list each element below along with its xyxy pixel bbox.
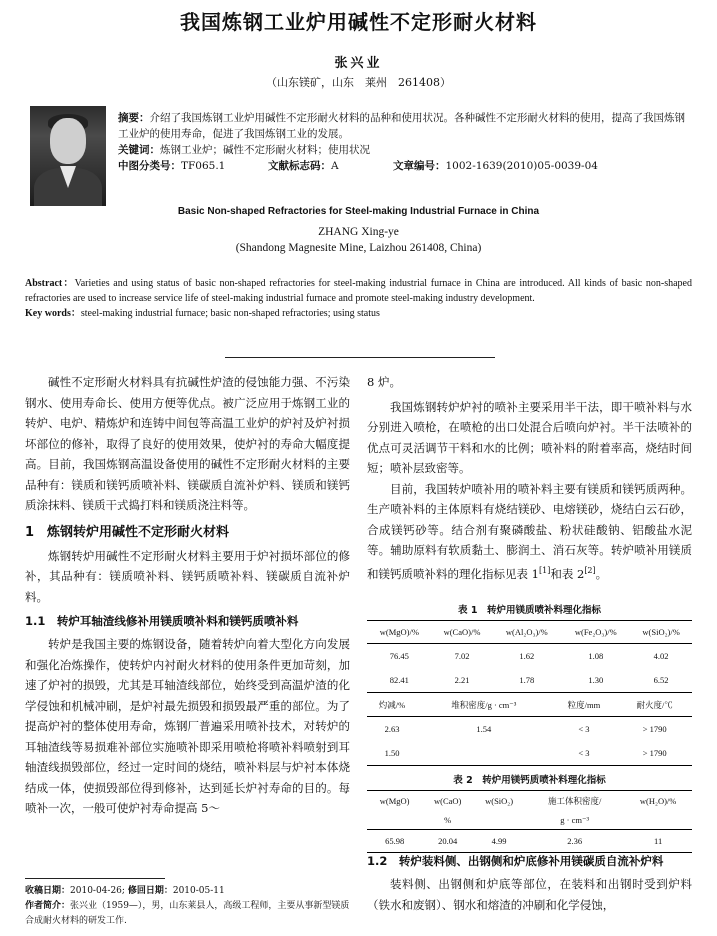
table-cell: 1.08 <box>588 651 604 661</box>
bio-label: 作者简介： <box>25 901 71 911</box>
table-cell: % <box>444 815 452 825</box>
english-affiliation: (Shandong Magnesite Mine, Laizhou 261408, China) <box>235 242 482 254</box>
abstract-cn <box>118 110 688 142</box>
table-cell: g · cm⁻³ <box>560 814 590 825</box>
table-cell: 粒度/mm <box>567 700 601 710</box>
author-bio <box>25 899 355 929</box>
table-cell: < 3 <box>578 724 590 734</box>
article-no <box>393 158 598 174</box>
section-1-2-paragraph: 装料侧、出钢侧和炉底等部位，在装料和出钢时受到炉料（铁水和废钢）、钢水和熔渣的冲刷和化学侵蚀， <box>367 877 692 912</box>
received-date: 2010-04-26; <box>70 886 125 896</box>
abstract-en-text: Varieties and using status of basic non-shaped refractories for steel-making industrial furnace in China are introduced. All kinds of basic non-shaped refractories are used to increase service life of steel-making industrial furnace and promote steel-making industry development. <box>25 278 692 304</box>
section-1-1-paragraph: 转炉是我国主要的炼钢设备，随着转炉向着大型化方向发展和强化冶炼操作，使转炉内衬耐火材料的使用条件更加苛刻，加速了炉衬的损毁，尤其是耳轴渣线部位，始终受到高温炉渣的化学侵蚀和机械冲刷，是炉衬最先损毁和损毁最严重的部位。为了提高炉衬的整体使用寿命，炼钢厂普遍采用喷补技术，对转炉的耳轴渣线等易损难补部位实施喷补即采用喷枪将喷补料喷射到耳轴渣线损毁部位，经过一定时间的烧结，喷补料层与炉衬本体烧结成一体，使损毁部位得到修补，达到延长炉衬寿命的目的。每喷补一次，一般可使炉衬寿命提高 5～ <box>25 637 350 815</box>
table-cell <box>417 741 551 766</box>
table-cell: w(Al₂O₃)/% <box>505 627 548 637</box>
left-column <box>25 372 350 819</box>
section-1-paragraph: 炼钢转炉用碱性不定形耐火材料主要用于炉衬损坏部位的修补，其品种有：镁质喷补料、镁钙质喷补料、镁碳质自流补炉料。 <box>25 548 350 604</box>
materials-text-mid: 和表 2 <box>550 566 585 581</box>
class-no <box>118 158 268 174</box>
keywords-cn <box>118 142 688 158</box>
table-cell: 2.21 <box>454 675 470 685</box>
right-column <box>367 372 692 584</box>
abstract-en-label: Abstract： <box>25 278 75 289</box>
table-cell: 82.41 <box>389 675 409 685</box>
table-cell: 76.45 <box>389 651 409 661</box>
section-1-1-heading: 1.1 转炉耳轴渣线修补用镁质喷补料和镁钙质喷补料 <box>25 614 299 628</box>
english-title: Basic Non-shaped Refractories for Steel-making Industrial Furnace in China <box>177 206 540 217</box>
table-cell: < 3 <box>578 748 590 758</box>
table-cell: 堆积密度/g · cm⁻³ <box>451 700 517 710</box>
table-cell: w(H₂O)/% <box>639 796 677 806</box>
table-cell: w(MgO) <box>379 796 410 806</box>
table-cell: w(CaO)/% <box>443 627 481 637</box>
table-row <box>367 741 692 766</box>
halfdry-paragraph: 我国炼钢转炉炉衬的喷补主要采用半干法，即干喷补料与水分别进入喷枪，在喷枪的出口处混合后喷向炉衬。半干法喷补的优点可灵活调节干料和水的比例；喷补料的附着率高，烧结时间短；喷补层致密等。 <box>367 399 692 475</box>
materials-paragraph <box>367 479 692 584</box>
table-cell: 65.98 <box>385 836 405 846</box>
table-cell: 1.78 <box>519 675 535 685</box>
doc-code-label: 文献标志码： <box>268 160 331 172</box>
abstract-cn-text: 介绍了我国炼钢工业炉用碱性不定形耐火材料的品种和使用状况。各种碱性不定形耐火材料的使用，提高了我国炼钢工业炉的使用寿命，促进了我国炼钢工业的发展。 <box>118 112 685 140</box>
table-cell: 施工体积密度/ <box>547 796 602 806</box>
keywords-cn-text: 炼钢工业炉；碱性不定形耐火材料；使用状况 <box>160 144 370 156</box>
table-cell: > 1790 <box>642 724 667 734</box>
class-no-value: TF065.1 <box>181 160 226 172</box>
section-1-2-heading: 1.2 转炉装料侧、出钢侧和炉底修补用镁碳质自流补炉料 <box>367 854 664 868</box>
article-no-label: 文章编号： <box>393 160 446 172</box>
table-cell: 1.50 <box>384 748 400 758</box>
table-cell: w(SiO₂)/% <box>642 627 680 637</box>
article-no-value: 1002-1639(2010)05-0039-04 <box>445 160 598 172</box>
intro-paragraph: 碱性不定形耐火材料具有抗碱性炉渣的侵蚀能力强、不污染钢水、使用寿命长、使用方便等优点。被广泛应用于炼钢工业的转炉、电炉、精炼炉和连铸中间包等高温工业炉的炉衬及炉衬损坏部位的修补，取得了良好的使用效果，使炉衬的寿命大幅度提高。目前，我国炼钢高温设备使用的碱性不定形耐火材料的主要品种有：镁质和镁钙质喷补料、镁碳质自流补炉料、镁质和镁钙质涂抹料、镁质干式捣打料和镁质浇注料等。 <box>25 375 350 512</box>
dates-line <box>25 884 355 899</box>
table-cell <box>367 811 422 830</box>
table-cell: 灼减/% <box>378 700 406 710</box>
table-2-caption: 表 2 转炉用镁钙质喷补料理化指标 <box>453 775 606 786</box>
continued-text: 8 炉。 <box>367 375 401 389</box>
english-abstract-block <box>25 276 692 321</box>
affiliation-cn: （山东镁矿，山东 莱州 261408） <box>266 76 451 89</box>
section-1-heading: 1 炼钢转炉用碱性不定形耐火材料 <box>25 524 230 540</box>
table-cell: 1.54 <box>476 724 492 734</box>
table-row <box>367 668 692 693</box>
table-row <box>367 644 692 669</box>
table-cell <box>473 811 525 830</box>
table-cell: w(CaO) <box>433 796 462 806</box>
revised-date: 2010-05-11 <box>172 886 225 896</box>
keywords-en-label: Key words： <box>25 308 81 319</box>
chinese-abstract-block <box>118 110 688 174</box>
citation-1: [1] <box>538 565 551 575</box>
table-cell: 6.52 <box>653 675 669 685</box>
keywords-cn-label: 关键词： <box>118 144 160 156</box>
table-1 <box>367 620 692 693</box>
table-cell: 11 <box>654 836 663 846</box>
table-cell: w(SiO₂) <box>485 796 514 806</box>
table-1-header-b <box>367 694 692 717</box>
revised-label: 修回日期： <box>127 886 173 896</box>
citation-2: [2] <box>584 565 596 575</box>
footnote <box>25 884 355 929</box>
table-cell: 耐火度/℃ <box>636 700 673 710</box>
table-cell: 4.99 <box>491 836 507 846</box>
table-cell: 7.02 <box>454 651 470 661</box>
english-author: ZHANG Xing-ye <box>318 226 399 238</box>
table-1-part-2 <box>367 694 692 766</box>
section-divider <box>225 357 495 358</box>
table-2-header-sub <box>367 811 692 830</box>
table-cell: 20.04 <box>438 836 458 846</box>
keywords-en <box>25 306 692 321</box>
paper-title: 我国炼钢工业炉用碱性不定形耐火材料 <box>180 10 537 34</box>
table-row <box>367 717 692 742</box>
table-cell: 1.30 <box>588 675 604 685</box>
abstract-cn-label: 摘要： <box>118 112 150 124</box>
class-no-label: 中图分类号： <box>118 160 181 172</box>
doc-code <box>268 158 393 174</box>
materials-text: 目前，我国转炉喷补用的喷补料主要有镁质和镁钙质两种。生产喷补料的主体原料有烧结镁砂、电熔镁砂，烧结白云石砂，合成镁钙砂等。结合剂有聚磷酸盐、粉状硅酸钠、铝酸盐水泥等。辅助原料有软质黏土、膨润土、消石灰等。转炉喷补用镁质和镁钙质喷补料的理化指标见表 1 <box>367 481 692 581</box>
table-cell <box>624 811 692 830</box>
table-1-header-a <box>367 621 692 644</box>
table-cell: 4.02 <box>653 651 669 661</box>
table-2 <box>367 790 692 853</box>
classification-line <box>118 158 688 174</box>
table-cell: 2.36 <box>567 836 583 846</box>
materials-text-end: 。 <box>595 566 608 581</box>
table-cell: 2.63 <box>384 724 400 734</box>
abstract-en <box>25 276 692 306</box>
author-photo <box>30 106 106 206</box>
table-cell: > 1790 <box>642 748 667 758</box>
received-label: 收稿日期： <box>25 886 71 896</box>
author-name-cn: 张兴业 <box>334 56 383 71</box>
table-1-caption: 表 1 转炉用镁质喷补料理化指标 <box>458 605 601 616</box>
table-2-header <box>367 791 692 812</box>
doc-code-value: A <box>331 160 339 172</box>
table-cell: w(Fe₂O₃)/% <box>574 627 617 637</box>
table-cell: 1.62 <box>519 651 535 661</box>
right-column-lower <box>367 852 692 915</box>
keywords-en-text: steel-making industrial furnace; basic non-shaped refractories; using status <box>80 308 380 319</box>
table-cell: w(MgO)/% <box>379 627 419 637</box>
footnote-divider <box>25 878 165 879</box>
table-row <box>367 830 692 853</box>
bio-text: 张兴业（1959—），男，山东莱县人，高级工程师，主要从事新型镁质合成耐火材料的研发工作. <box>25 901 350 926</box>
